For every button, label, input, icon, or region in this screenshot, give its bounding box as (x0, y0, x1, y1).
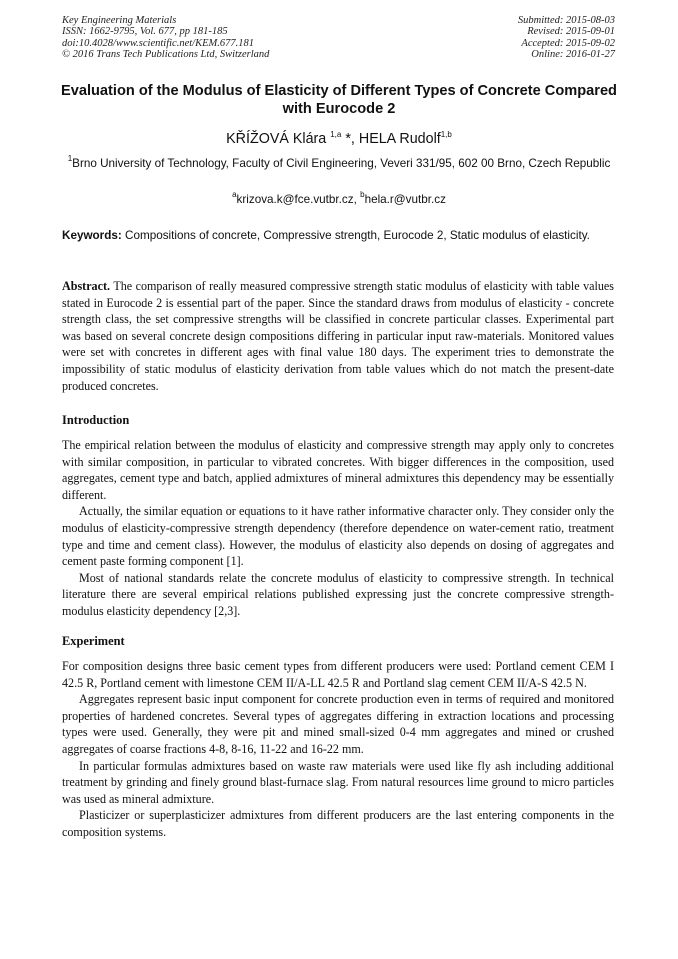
introduction-paragraph-1: The empirical relation between the modulus of elasticity and compressive strength may apply only to concretes with similar composition, in particular to vibrated concretes. With bigger differences in the composition, used aggregates, cement type and batch, applied admixtures of mineral admixtures this dependency may be essentially different. (62, 438, 614, 502)
revised-date: Revised: 2015-09-01 (527, 26, 615, 38)
keywords-text: Compositions of concrete, Compressive strength, Eurocode 2, Static modulus of elasticity. (125, 229, 590, 242)
experiment-paragraph-1: For composition designs three basic cement types from different producers were used: Portland cement CEM I 42.5 R, Portland cement with limestone CEM II/A-LL 42.5 R and Portland slag cement CEM II/A-S 42.5 N. (62, 659, 614, 690)
journal-doi: doi:10.4028/www.scientific.net/KEM.677.181 (62, 37, 254, 49)
experiment-paragraph-2: Aggregates represent basic input component for concrete production even in terms of required and monitored properties of hardened concretes. Several types of aggregates differing in extraction locations and processing types were used. Generally, they were pit and mined small-sized 0-4 mm aggregates and mined or crushed aggregates of coarse fractions 4-8, 8-16, 11-22 and 16-22 mm. (62, 692, 614, 756)
email-a-marker: a (232, 190, 237, 199)
introduction-heading: Introduction (62, 413, 130, 427)
email-b: hela.r@vutbr.cz (364, 193, 446, 206)
experiment-section (62, 634, 614, 841)
keywords (62, 228, 614, 244)
author-emails (60, 190, 618, 206)
abstract-text: The comparison of really measured compressive strength static modulus of elasticity with table values stated in Eurocode 2 is essential part of the paper. Since the standard draws from modulus of elasticity - concrete strength class, the set compressive strengths will be classified in concrete particular classes. Experimental part was based on several concrete design compositions differing in particular input raw-materials. Monitored values were set with concretes in different ages with final value 180 days. The experiment tries to demonstrate the impossibility of static modulus of elasticity derivation from table values which do not match the present-date produced concretes. (62, 279, 615, 393)
affiliation (60, 155, 618, 172)
experiment-heading: Experiment (62, 634, 125, 648)
author-1-affil-marker: 1,a (330, 130, 342, 139)
journal-info (62, 15, 269, 61)
accepted-date: Accepted: 2015-09-02 (521, 37, 615, 49)
affiliation-marker: 1 (67, 154, 73, 163)
introduction-paragraph-2: Actually, the similar equation or equations to it have rather informative character only. They consider only the modulus of elasticity-compressive strength dependency (therefore dependence on water-cement ratio, treatment type and time and cement class). However, the modulus of elasticity also depends on dosing of aggregates and cement paste forming component [1]. (62, 504, 614, 569)
email-a: krizova.k@fce.vutbr.cz, (236, 193, 357, 206)
email-b-marker: b (360, 190, 365, 199)
abstract-label: Abstract. (62, 279, 111, 293)
author-2-affil-marker: 1,b (440, 130, 452, 139)
author-line (60, 131, 618, 147)
author-2-name: HELA Rudolf (358, 131, 441, 147)
experiment-paragraph-4: Plasticizer or superplasticizer admixtures from different producers are the last entering components in the composition systems. (62, 808, 614, 839)
abstract (62, 278, 614, 394)
author-1-name: KŘÍŽOVÁ Klára (226, 131, 327, 147)
journal-name: Key Engineering Materials (62, 15, 177, 26)
submission-dates (518, 15, 615, 61)
paper-title: Evaluation of the Modulus of Elasticity of Different Types of Concrete Compared with Eurocode 2 (61, 83, 617, 117)
journal-copyright: © 2016 Trans Tech Publications Ltd, Switzerland (62, 49, 270, 61)
introduction-paragraph-3: Most of national standards relate the concrete modulus of elasticity to compressive strength. In technical literature there are several empirical relations published expressing just the concrete compressive strength-modulus elasticity dependency [2,3]. (62, 570, 614, 618)
experiment-paragraph-3: In particular formulas admixtures based on waste raw materials were used like fly ash including additional treatment by grinding and finely ground blast-furnace slag. From natural resources lime ground to micro particles was used as mineral admixture. (62, 758, 614, 806)
keywords-label: Keywords: (62, 229, 122, 242)
online-date: Online: 2016-01-27 (531, 49, 615, 61)
corresponding-author-marker: *, (345, 131, 355, 147)
introduction-section (62, 413, 614, 620)
journal-issn: ISSN: 1662-9795, Vol. 677, pp 181-185 (62, 26, 228, 38)
affiliation-text: Brno University of Technology, Faculty of Civil Engineering, Veveri 331/95, 602 00 Brno, Czech Republic (72, 157, 611, 170)
submitted-date: Submitted: 2015-08-03 (517, 15, 615, 26)
